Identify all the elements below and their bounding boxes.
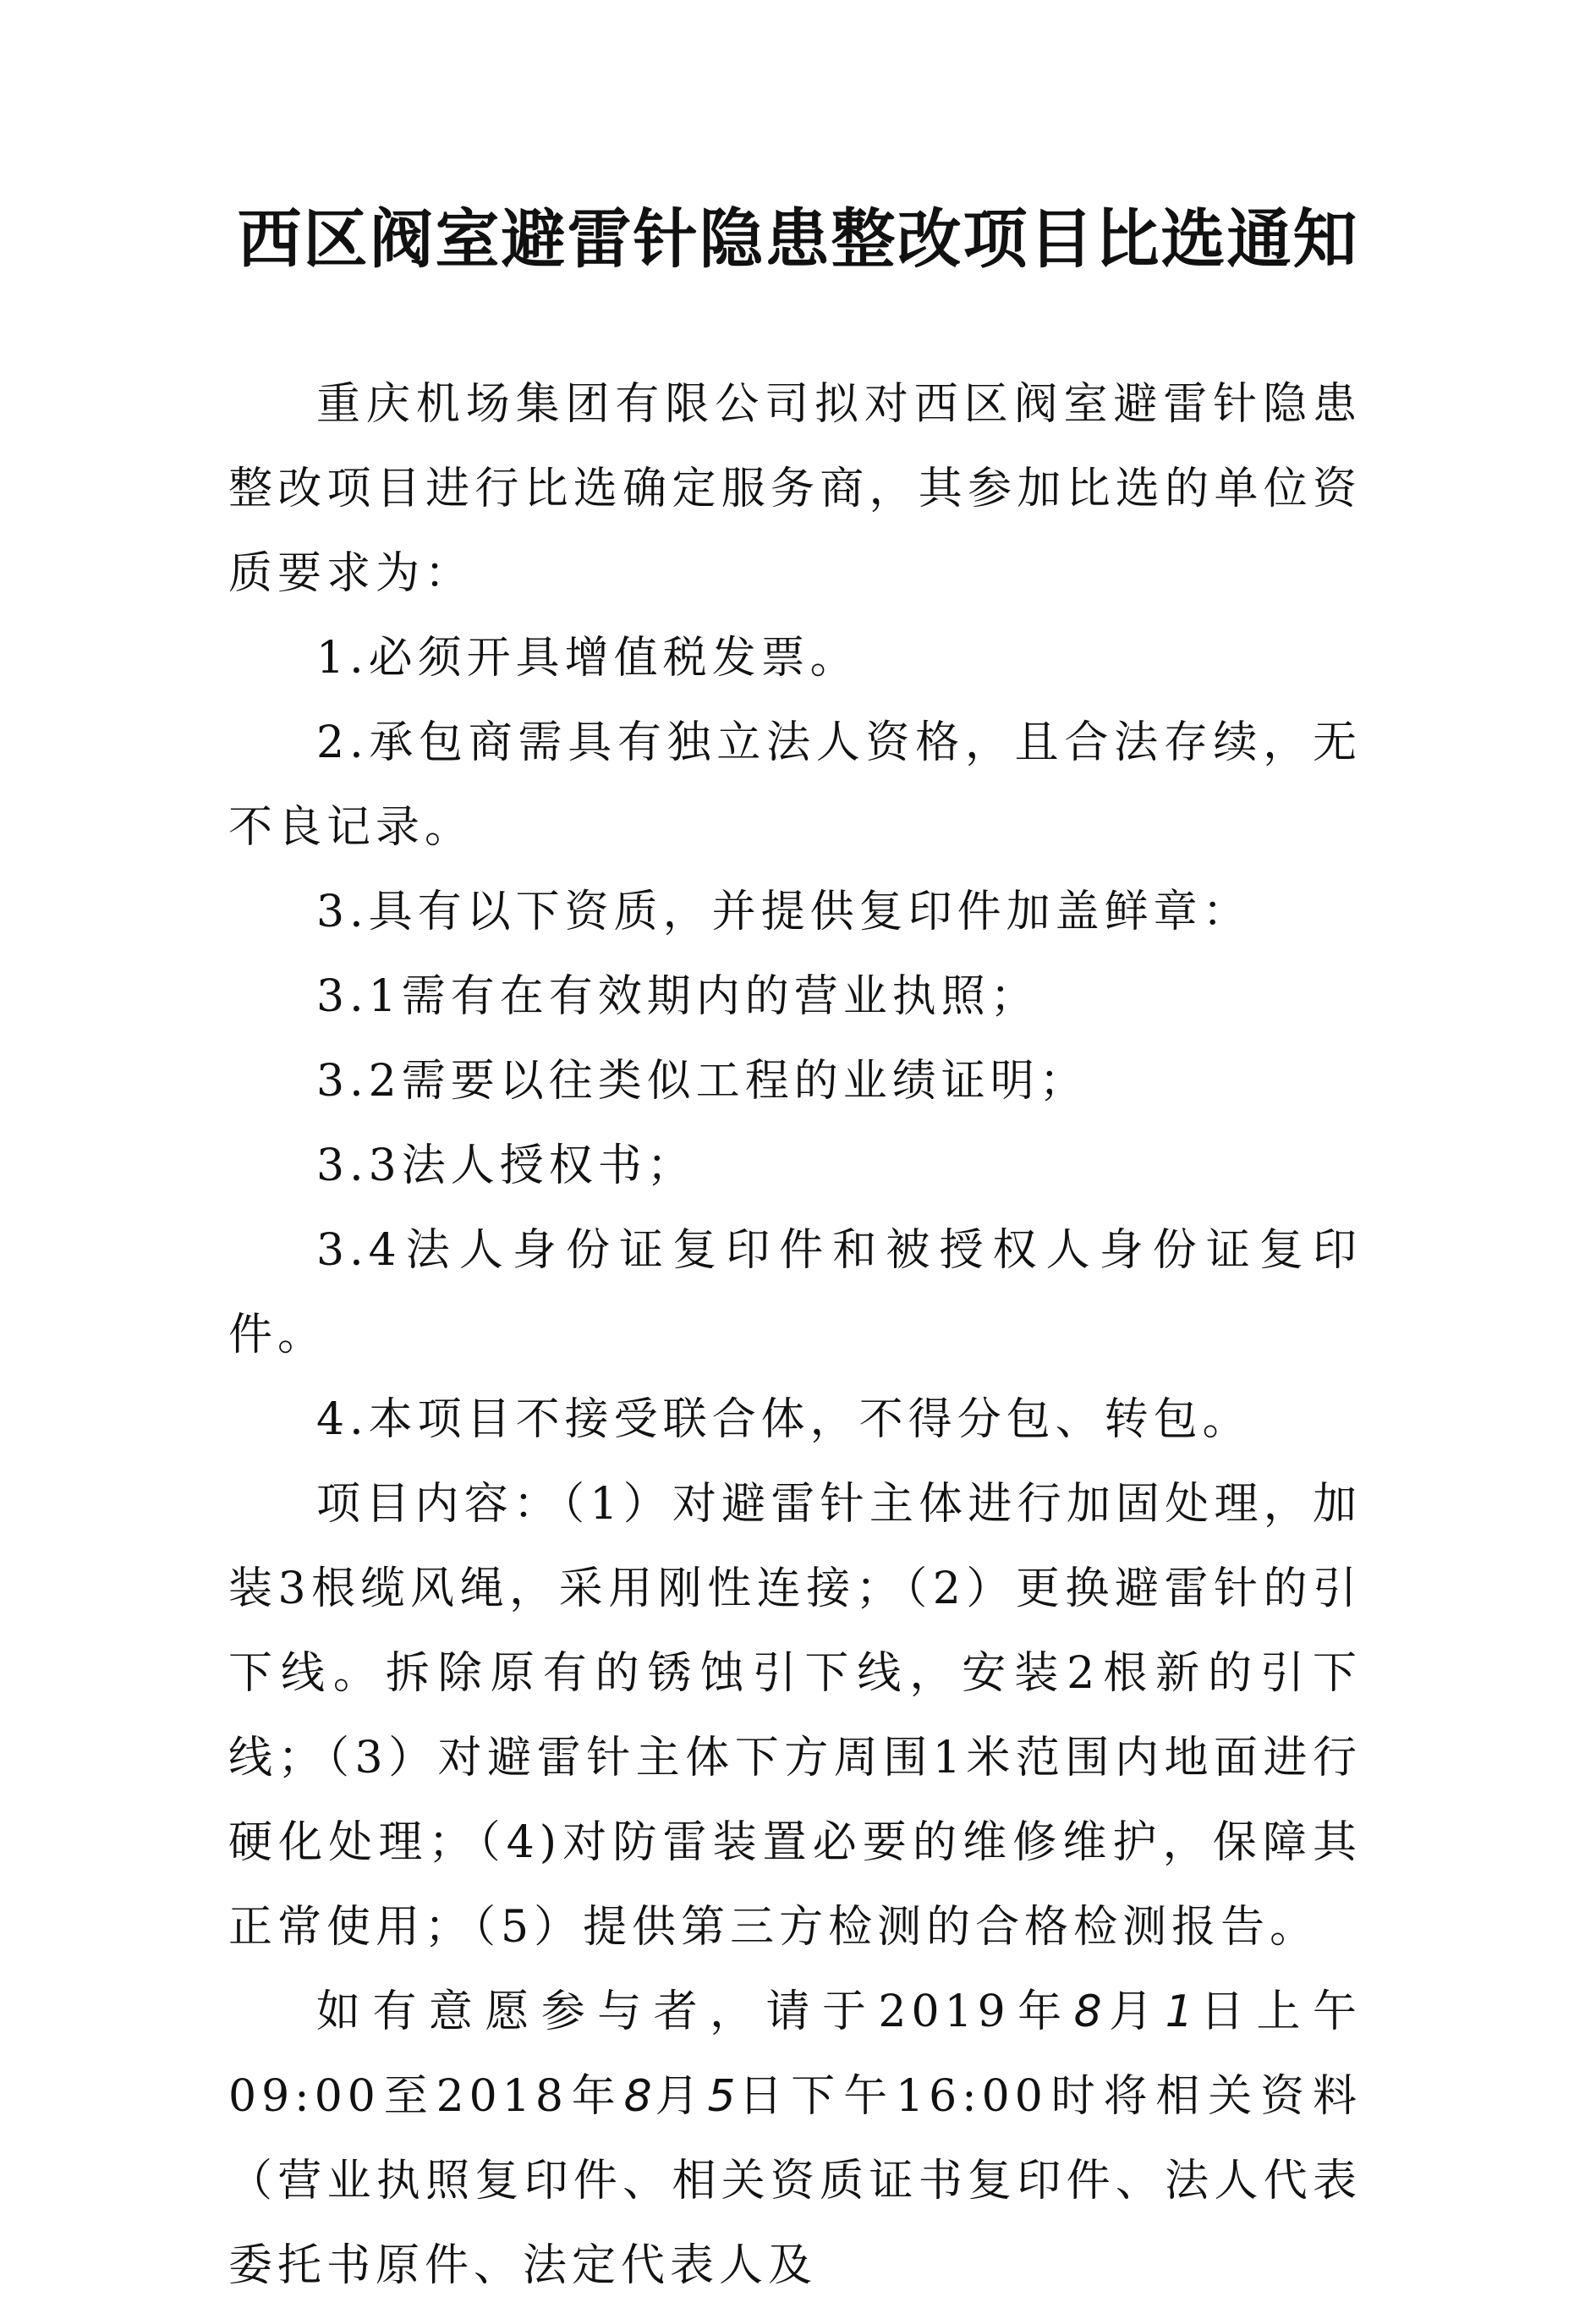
handwritten-month-2: 8 <box>623 2071 652 2122</box>
requirement-3-3: 3.3法人授权书； <box>316 1140 696 1191</box>
handwritten-day-2: 5 <box>707 2071 736 2122</box>
requirement-3-4: 3.4法人身份证复印件和被授权人身份证复印件。 <box>228 1225 1362 1360</box>
requirement-4: 4.本项目不接受联合体，不得分包、转包。 <box>316 1394 1252 1445</box>
submission-text-2: 月 <box>1101 1987 1165 2037</box>
requirement-3: 3.具有以下资质，并提供复印件加盖鲜章： <box>316 887 1252 937</box>
requirement-2: 2.承包商需具有独立法人资格，且合法存续，无不良记录。 <box>228 717 1362 853</box>
handwritten-day-1: 1 <box>1165 1987 1193 2037</box>
submission-text-3: 日上午09:00至2018年 <box>228 1987 1362 2122</box>
submission-text-1: 如有意愿参与者，请于2019年 <box>316 1987 1074 2037</box>
document-title: 西区阀室避雷针隐患整改项目比选通知 <box>237 201 1359 277</box>
requirement-3-2: 3.2需要以往类似工程的业绩证明； <box>316 1056 1089 1107</box>
submission-text-4: 月 <box>651 2071 708 2122</box>
intro-paragraph: 重庆机场集团有限公司拟对西区阀室避雷针隐患整改项目进行比选确定服务商，其参加比选的单位资质要求为： <box>228 379 1362 599</box>
document-body <box>228 362 1362 2308</box>
requirement-1: 1.必须开具增值税发票。 <box>316 633 859 684</box>
requirement-3-1: 3.1需有在有效期内的营业执照； <box>316 971 1039 1022</box>
handwritten-month-1: 8 <box>1073 1987 1102 2037</box>
submission-text-5: 日下午16:00时将相关资料（营业执照复印件、相关资质证书复印件、法人代表委托书原件、法定代表人及 <box>228 2071 1362 2291</box>
submission-paragraph <box>228 1970 1362 2308</box>
project-content-paragraph: 项目内容：（1）对避雷针主体进行加固处理，加装3根缆风绳，采用刚性连接；（2）更换避雷针的引下线。拆除原有的锈蚀引下线，安装2根新的引下线；（3）对避雷针主体下方周围1米范围内地面进行硬化处理；（4)对防雷装置必要的维修维护，保障其正常使用；（5）提供第三方检测的合格检测报告。 <box>228 1479 1362 1953</box>
